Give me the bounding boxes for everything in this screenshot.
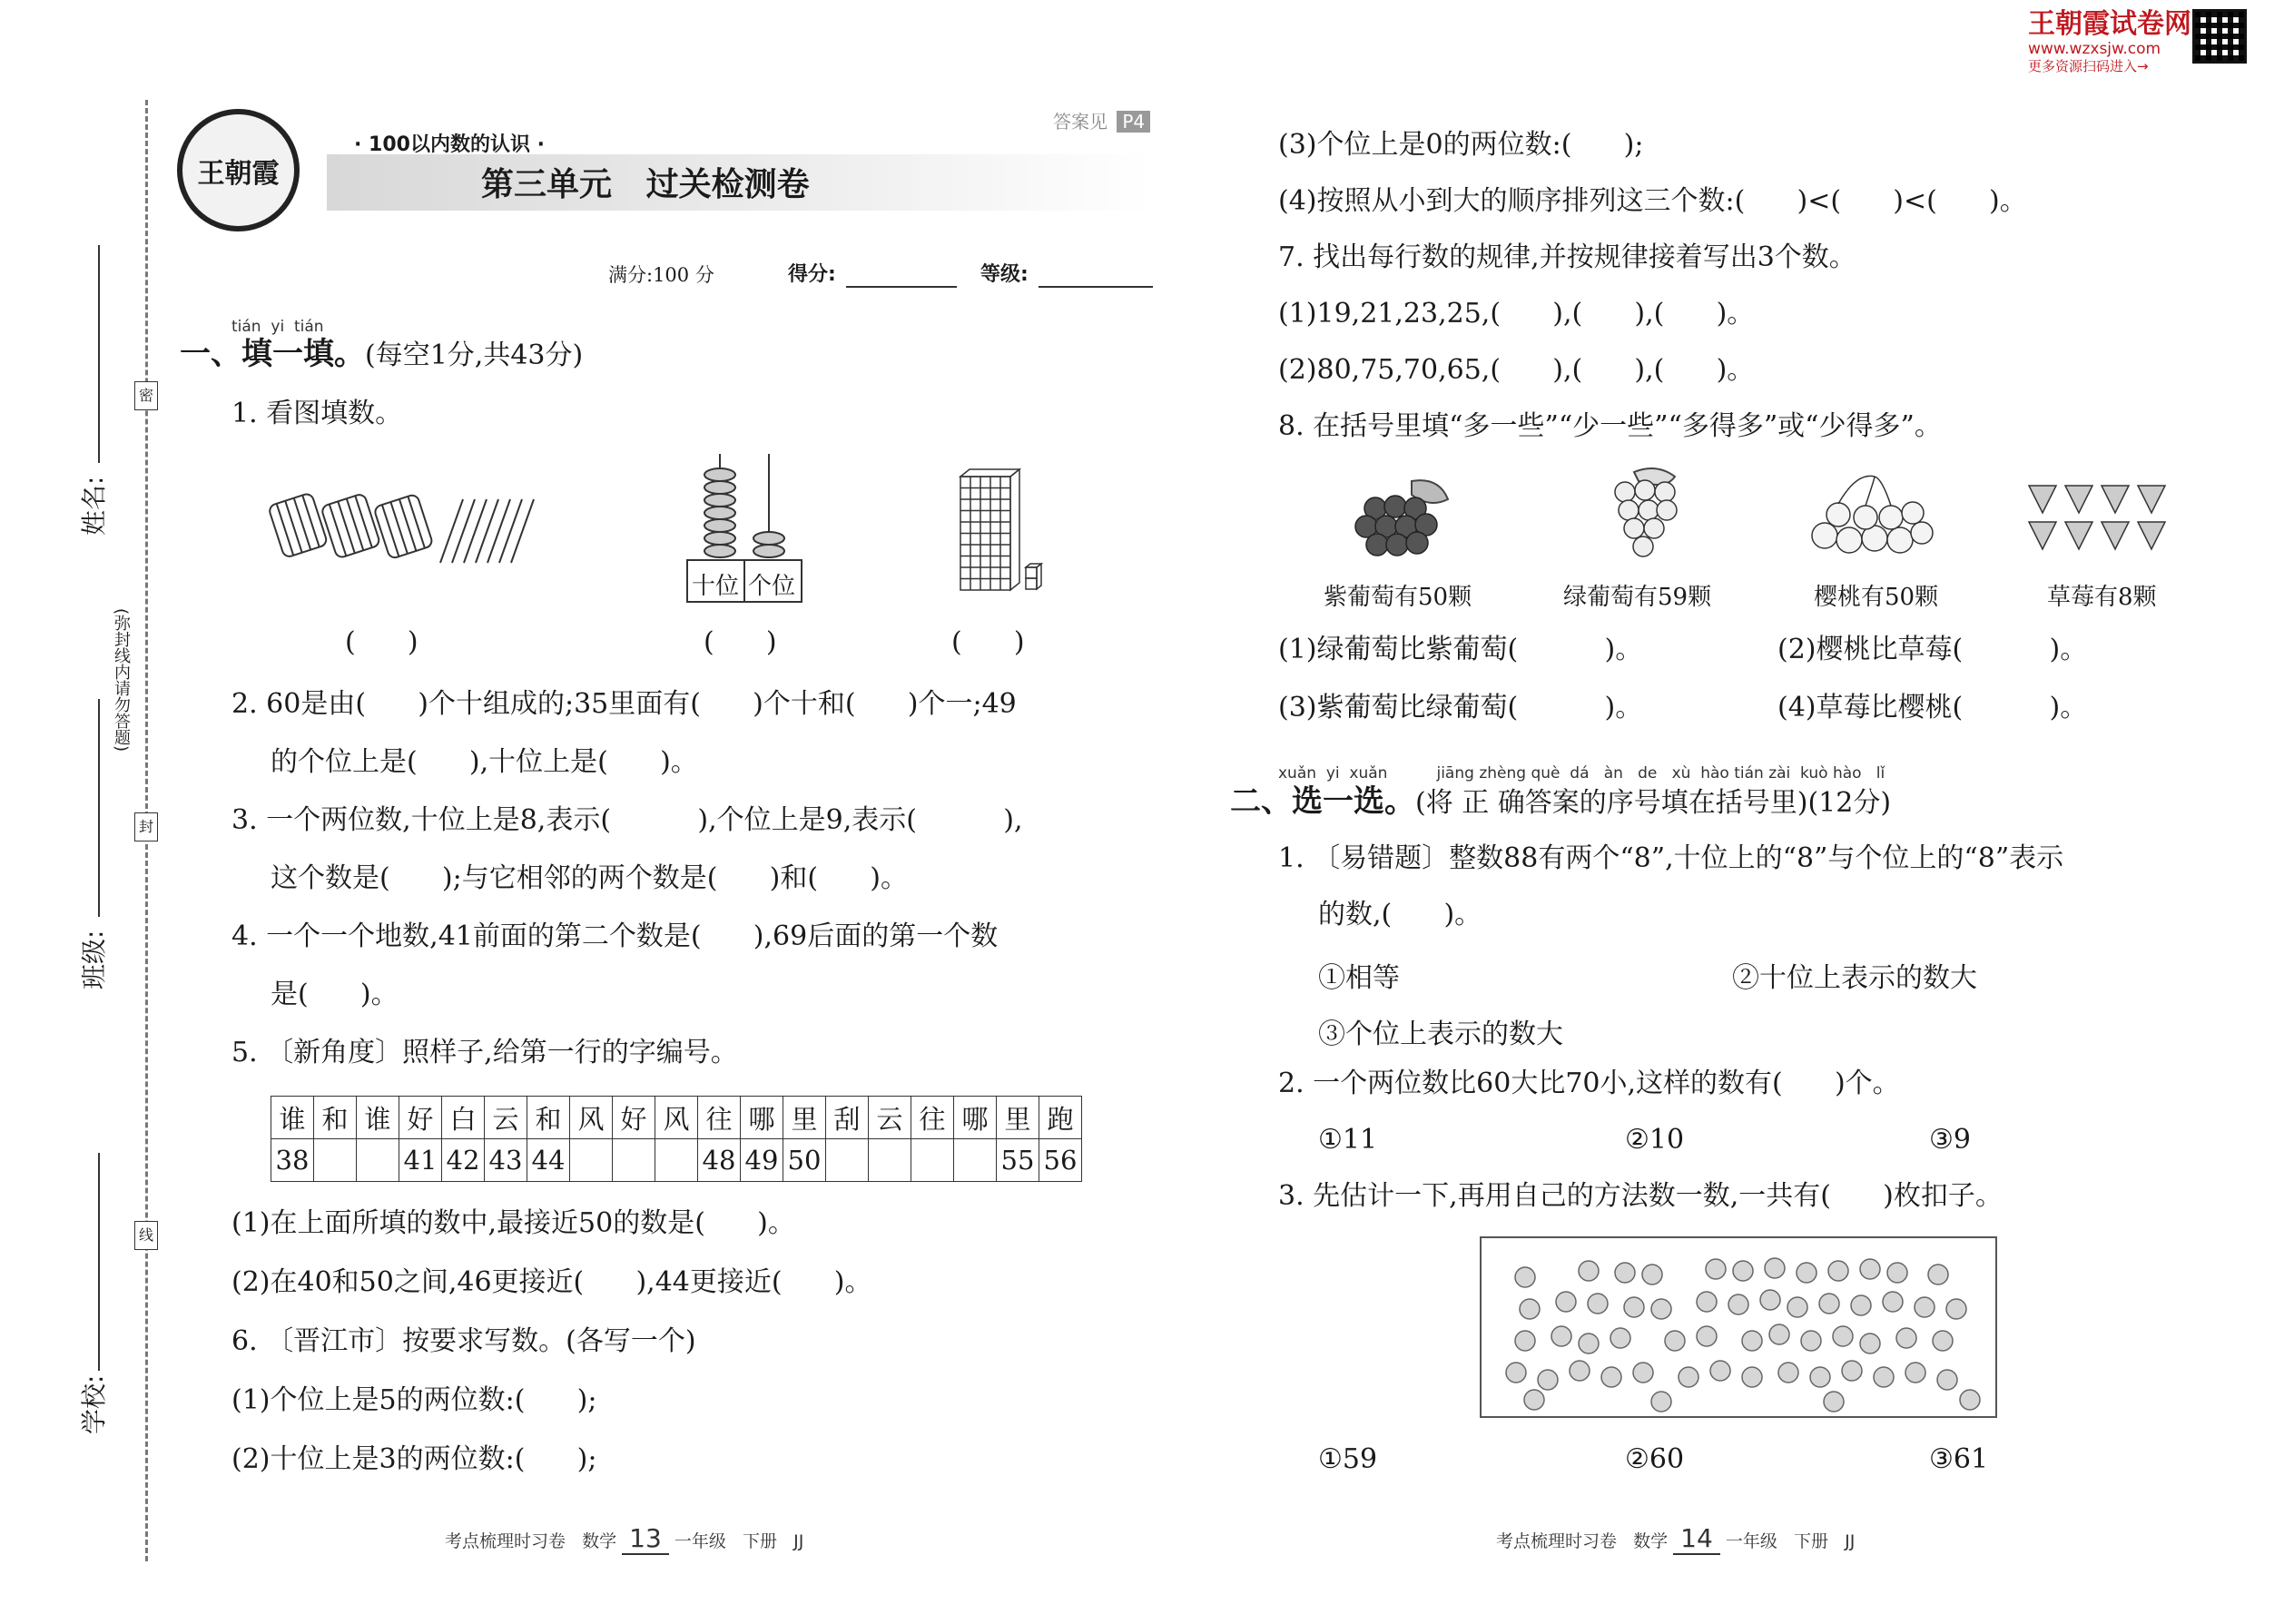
- name-line: [98, 245, 100, 463]
- q2-line2: 的个位上是( ),十位上是( )。: [271, 746, 698, 778]
- num-cell[interactable]: 48: [698, 1139, 741, 1182]
- abacus-label-ones: 个位: [748, 573, 796, 600]
- q1-blank-3[interactable]: ( ): [951, 626, 1025, 658]
- q8-sub3: (3)紫葡萄比绿葡萄( )。: [1278, 692, 1643, 723]
- q4-line2: 是( )。: [271, 979, 399, 1010]
- char-cell: 往: [698, 1097, 741, 1139]
- school-label: 学校:: [79, 1374, 109, 1434]
- fruit-caption-purple: 紫葡萄有50颗: [1324, 584, 1472, 611]
- num-cell[interactable]: 43: [485, 1139, 527, 1182]
- s2-q1-option-1[interactable]: ①相等: [1318, 962, 1400, 994]
- num-cell[interactable]: [869, 1139, 911, 1182]
- logo-text: 王朝霞: [197, 158, 280, 190]
- char-cell: 风: [655, 1097, 698, 1139]
- num-cell[interactable]: 38: [271, 1139, 314, 1182]
- footer-right: [1496, 1523, 1855, 1553]
- seal-mark-3: 线: [134, 1221, 158, 1250]
- fruit-caption-cherry: 樱桃有50颗: [1814, 584, 1939, 611]
- buttons-figure: [1480, 1236, 1997, 1418]
- char-cell: 往: [911, 1097, 954, 1139]
- bundle-2: [320, 493, 380, 559]
- q7-sub2: (2)80,75,70,65,( ),( ),( )。: [1278, 354, 1755, 386]
- char-cell: 里: [997, 1097, 1039, 1139]
- fruit-caption-strawberry: 草莓有8颗: [2047, 584, 2157, 611]
- q4-line1: 4. 一个一个地数,41前面的第二个数是( ),69后面的第一个数: [231, 920, 999, 952]
- s2-q1-line1: 1. 〔易错题〕整数88有两个“8”,十位上的“8”与个位上的“8”表示: [1278, 842, 2064, 874]
- q5-char-row: [271, 1097, 1082, 1139]
- s2-q3-option-3[interactable]: ③61: [1929, 1443, 1989, 1475]
- site-url: www.wzxsjw.com: [2028, 40, 2161, 58]
- char-cell: 谁: [357, 1097, 399, 1139]
- s2-q2-stem: 2. 一个两位数比60大比70小,这样的数有( )个。: [1278, 1068, 1900, 1099]
- q8-sub1: (1)绿葡萄比紫葡萄( )。: [1278, 634, 1643, 665]
- q8-stem: 8. 在括号里填“多一些”“少一些”“多得多”或“少得多”。: [1278, 410, 1942, 442]
- num-cell[interactable]: [826, 1139, 869, 1182]
- section1-pinyin: tián yi tián: [231, 318, 324, 336]
- page-title: 第三单元 过关检测卷: [481, 166, 810, 203]
- page-number-left: 13: [622, 1523, 669, 1555]
- char-cell: 云: [869, 1097, 911, 1139]
- s2-q3-stem: 3. 先估计一下,再用自己的方法数一数,一共有( )枚扣子。: [1278, 1180, 2003, 1212]
- char-cell: 哪: [954, 1097, 997, 1139]
- section2-note: (将 正 确答案的序号填在括号里)(12分): [1415, 787, 1892, 819]
- q7-sub1: (1)19,21,23,25,( ),( ),( )。: [1278, 298, 1755, 330]
- s2-q1-option-3[interactable]: ③个位上表示的数大: [1318, 1019, 1563, 1050]
- footer-left-text: 考点梳理时习卷 数学: [445, 1531, 617, 1551]
- s2-q2-option-1[interactable]: ①11: [1318, 1124, 1378, 1156]
- grade-field[interactable]: [1039, 286, 1153, 288]
- q5-number-row: [271, 1139, 1082, 1182]
- num-cell[interactable]: [314, 1139, 357, 1182]
- answer-ref-label: 答案见: [1053, 111, 1108, 133]
- char-cell: 风: [570, 1097, 613, 1139]
- char-cell: 和: [314, 1097, 357, 1139]
- section1-title: [180, 338, 583, 372]
- num-cell[interactable]: [570, 1139, 613, 1182]
- bundle-3: [373, 494, 433, 560]
- site-name: 王朝霞试卷网: [2028, 8, 2191, 40]
- section2-pinyin: xuǎn yi xuǎn jiāng zhèng què dá àn de xù hào tián zài kuò hào lǐ: [1278, 764, 1885, 782]
- grade-label: 等级:: [980, 263, 1029, 286]
- answer-ref: [1053, 105, 1150, 138]
- s2-q3-option-2[interactable]: ②60: [1625, 1443, 1685, 1475]
- q1-blank-1[interactable]: ( ): [345, 626, 418, 658]
- cherries-image: [1802, 468, 1938, 567]
- num-cell[interactable]: 56: [1039, 1139, 1082, 1182]
- q5-sub2: (2)在40和50之间,46更接近( ),44更接近( )。: [231, 1266, 872, 1298]
- green-grapes-image: [1598, 465, 1698, 565]
- score-field[interactable]: [846, 286, 957, 288]
- section2-heading: 二、选一选。: [1230, 783, 1415, 820]
- num-cell[interactable]: 49: [741, 1139, 783, 1182]
- bundle-1: [268, 492, 328, 558]
- class-label: 班级:: [79, 930, 109, 989]
- site-brand: [2028, 9, 2191, 74]
- q5-table: [271, 1096, 1082, 1182]
- seal-mark-2: 封: [134, 812, 158, 842]
- site-note: 更多资源扫码进入→: [2028, 58, 2149, 74]
- num-cell[interactable]: 44: [527, 1139, 570, 1182]
- s2-q3-option-1[interactable]: ①59: [1318, 1443, 1378, 1475]
- answer-ref-page: P4: [1117, 111, 1150, 133]
- q6-stem: 6. 〔晋江市〕按要求写数。(各写一个): [231, 1325, 696, 1357]
- q1-blank-2[interactable]: ( ): [704, 626, 777, 658]
- full-score: 满分:100 分: [608, 264, 714, 286]
- section1-heading: 一、填一填。: [180, 336, 365, 372]
- footer-right-text2: 一年级 下册 JJ: [1725, 1531, 1856, 1551]
- strawberries-image: [2020, 477, 2183, 558]
- logo-badge: [177, 109, 300, 231]
- fruit-caption-green: 绿葡萄有59颗: [1563, 584, 1712, 611]
- num-cell[interactable]: 55: [997, 1139, 1039, 1182]
- num-cell[interactable]: [911, 1139, 954, 1182]
- q6-sub3: (3)个位上是0的两位数:( );: [1278, 129, 1644, 161]
- q6-sub2: (2)十位上是3的两位数:( );: [231, 1443, 597, 1475]
- char-cell: 谁: [271, 1097, 314, 1139]
- seal-mark-1: 密: [134, 381, 158, 410]
- q8-sub4: (4)草莓比樱桃( )。: [1777, 692, 2088, 723]
- cubes-figure: [958, 468, 1049, 595]
- q7-stem: 7. 找出每行数的规律,并按规律接着写出3个数。: [1278, 241, 1856, 273]
- num-cell[interactable]: [613, 1139, 655, 1182]
- page-number-right: 14: [1673, 1523, 1720, 1555]
- num-cell[interactable]: 42: [442, 1139, 485, 1182]
- s2-q2-option-2[interactable]: ②10: [1625, 1124, 1685, 1156]
- char-cell: 跑: [1039, 1097, 1082, 1139]
- q5-stem: 5. 〔新角度〕照样子,给第一行的字编号。: [231, 1037, 738, 1068]
- q3-line2: 这个数是( );与它相邻的两个数是( )和( )。: [271, 862, 908, 894]
- char-cell: 白: [442, 1097, 485, 1139]
- class-line: [98, 699, 100, 917]
- num-cell[interactable]: [954, 1139, 997, 1182]
- char-cell: 好: [613, 1097, 655, 1139]
- footer-left-text2: 一年级 下册 JJ: [674, 1531, 804, 1551]
- char-cell: 和: [527, 1097, 570, 1139]
- num-cell[interactable]: [357, 1139, 399, 1182]
- char-cell: 里: [783, 1097, 826, 1139]
- char-cell: 好: [399, 1097, 442, 1139]
- char-cell: 哪: [741, 1097, 783, 1139]
- s2-q2-option-3[interactable]: ③9: [1929, 1124, 1971, 1156]
- name-label: 姓名:: [79, 476, 109, 536]
- q6-sub1: (1)个位上是5的两位数:( );: [231, 1384, 597, 1416]
- char-cell: 云: [485, 1097, 527, 1139]
- score-label: 得分:: [788, 263, 836, 286]
- num-cell[interactable]: 41: [399, 1139, 442, 1182]
- school-line: [98, 1153, 100, 1371]
- char-cell: 刮: [826, 1097, 869, 1139]
- s2-q1-option-2[interactable]: ②十位上表示的数大: [1732, 962, 1977, 994]
- purple-grapes-image: [1348, 472, 1466, 563]
- q3-line1: 3. 一个两位数,十位上是8,表示( ),个位上是9,表示( ),: [231, 804, 1023, 836]
- section1-note: (每空1分,共43分): [365, 340, 584, 371]
- footer-right-text: 考点梳理时习卷 数学: [1496, 1531, 1669, 1551]
- q6-sub4: (4)按照从小到大的顺序排列这三个数:( )<( )<( )。: [1278, 185, 2027, 217]
- sticks-figure: [268, 486, 549, 572]
- unit-topic: · 100以内数的认识 ·: [354, 133, 545, 156]
- section2-title: [1230, 785, 1891, 820]
- q8-sub2: (2)樱桃比草莓( )。: [1777, 634, 2088, 665]
- num-cell[interactable]: [655, 1139, 698, 1182]
- s2-q1-line2: 的数,( )。: [1318, 899, 1482, 930]
- seal-note: (弥封线内请勿答题): [112, 608, 131, 753]
- abacus-label-tens: 十位: [692, 573, 740, 600]
- qr-code-icon: [2192, 9, 2247, 64]
- footer-left: [445, 1523, 803, 1553]
- q5-sub1: (1)在上面所填的数中,最接近50的数是( )。: [231, 1207, 795, 1239]
- num-cell[interactable]: 50: [783, 1139, 826, 1182]
- q2-line1: 2. 60是由( )个十组成的;35里面有( )个十和( )个一;49: [231, 688, 1017, 720]
- q1-stem: 1. 看图填数。: [231, 398, 403, 429]
